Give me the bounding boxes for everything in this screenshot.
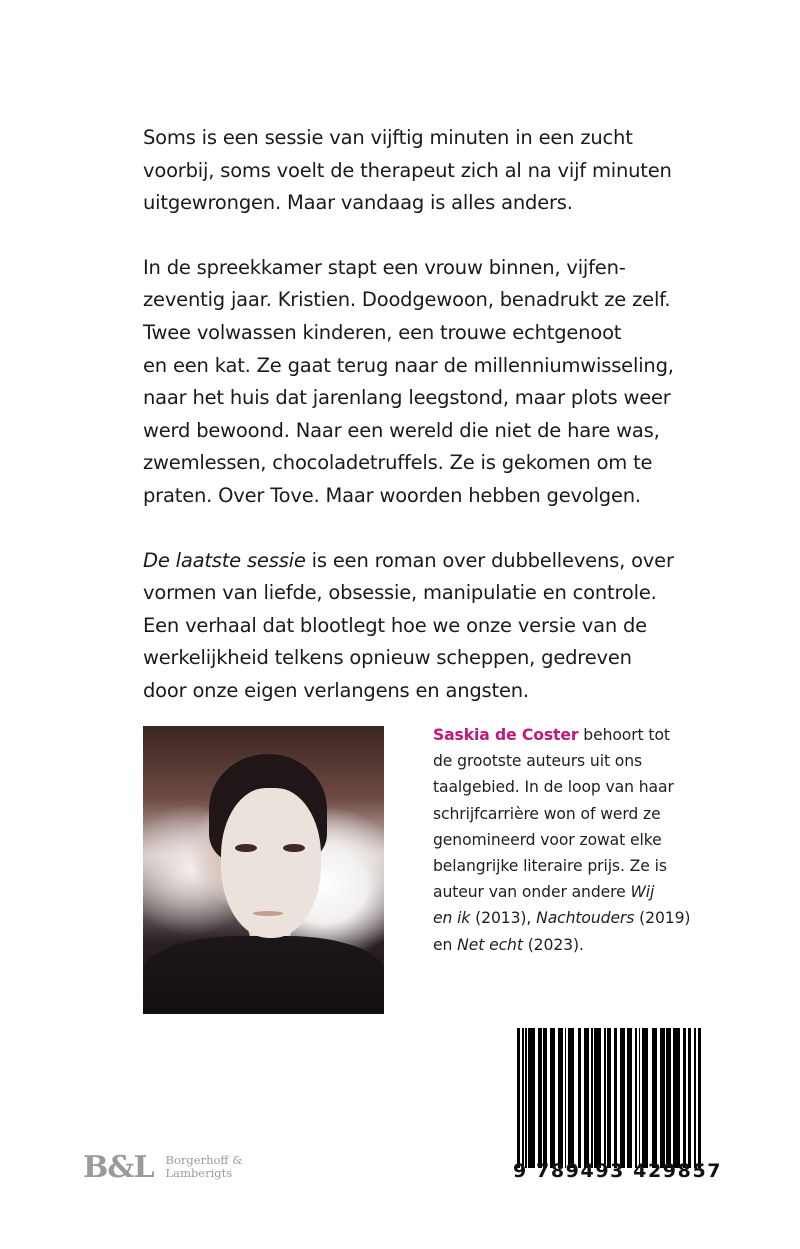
text-line [433, 905, 703, 931]
text-line: In de spreekkamer stapt een vrouw binnen, vijfen- [143, 255, 626, 279]
text-line: praten. Over Tove. Maar woorden hebben gevolgen. [143, 483, 641, 507]
publisher-name-line: Lamberigts [165, 1166, 233, 1180]
text-line: voorbij, soms voelt de therapeut zich al na vijf minuten [143, 158, 672, 182]
text-line: Twee volwassen kinderen, een trouwe echtgenoot [143, 320, 622, 344]
text-fragment: auteur van onder andere [433, 883, 631, 902]
barcode-bar [701, 1028, 703, 1168]
text-line [433, 879, 703, 905]
barcode-bar [673, 1028, 680, 1168]
publisher-name-line: Borgerhoff & [165, 1153, 243, 1167]
work-year: (2023). [522, 935, 584, 954]
work-title: Net echt [457, 935, 523, 954]
text-line: belangrijke literaire prijs. Ze is [433, 857, 667, 876]
text-line: werkelijkheid telkens opnieuw scheppen, gedreven [143, 646, 632, 670]
text-line [143, 545, 743, 578]
isbn-digits: 9 789493 429857 [513, 1160, 723, 1182]
barcode-bars [517, 1028, 703, 1168]
text-line: schrijfcarrière won of werd ze [433, 804, 661, 823]
book-title: De laatste sessie [143, 548, 306, 572]
text-line: door onze eigen verlangens en angsten. [143, 678, 529, 702]
barcode-bar [528, 1028, 535, 1168]
publisher-mark: B&L [83, 1149, 154, 1185]
blurb-paragraph-1 [143, 122, 743, 220]
photo-mouth-shape [253, 911, 283, 916]
text-line: vormen van liefde, obsessie, manipulatie en controle. [143, 581, 657, 605]
back-cover-blurb [143, 122, 743, 740]
text-fragment: en [433, 935, 458, 954]
blurb-paragraph-3 [143, 545, 743, 708]
text-fragment: is een roman over dubbellevens, over [305, 548, 674, 572]
text-line: zwemlessen, chocoladetruffels. Ze is gekomen om te [143, 451, 653, 475]
publisher-logo [83, 1147, 242, 1187]
text-line [433, 932, 703, 958]
photo-eye-shape [283, 844, 305, 852]
text-line: werd bewoond. Naar een wereld die niet de hare was, [143, 418, 660, 442]
text-line: Een verhaal dat blootlegt hoe we onze versie van de [143, 613, 647, 637]
work-title: Nachtouders [536, 909, 635, 928]
work-title: Wij [630, 883, 655, 902]
barcode-bar [642, 1028, 649, 1168]
blurb-paragraph-2 [143, 252, 743, 513]
photo-eye-shape [235, 844, 257, 852]
text-line: taalgebied. In de loop van haar [433, 778, 674, 797]
author-photo [143, 726, 384, 1014]
work-title: en ik [433, 909, 471, 928]
text-line: zeventig jaar. Kristien. Doodgewoon, benadrukt ze zelf. [143, 288, 671, 312]
text-line: Soms is een sessie van vijftig minuten in een zucht [143, 126, 633, 149]
isbn-barcode [491, 1000, 723, 1188]
text-line [433, 722, 703, 748]
barcode-bar [568, 1028, 575, 1168]
author-bio [433, 722, 703, 958]
text-line: naar het huis dat jarenlang leegstond, maar plots weer [143, 386, 671, 410]
photo-body-shape [143, 936, 384, 1014]
text-line: genomineerd voor zowat elke [433, 830, 662, 849]
barcode-bar [594, 1028, 601, 1168]
author-name: Saskia de Coster [433, 726, 579, 744]
text-line: de grootste auteurs uit ons [433, 752, 643, 771]
text-fragment: behoort tot [578, 726, 670, 744]
text-line: en een kat. Ze gaat terug naar de millenniumwisseling, [143, 353, 674, 377]
work-year: (2013), [470, 909, 537, 928]
text-line: uitgewrongen. Maar vandaag is alles anders. [143, 191, 573, 215]
work-year: (2019) [634, 909, 691, 928]
publisher-name [166, 1154, 243, 1180]
